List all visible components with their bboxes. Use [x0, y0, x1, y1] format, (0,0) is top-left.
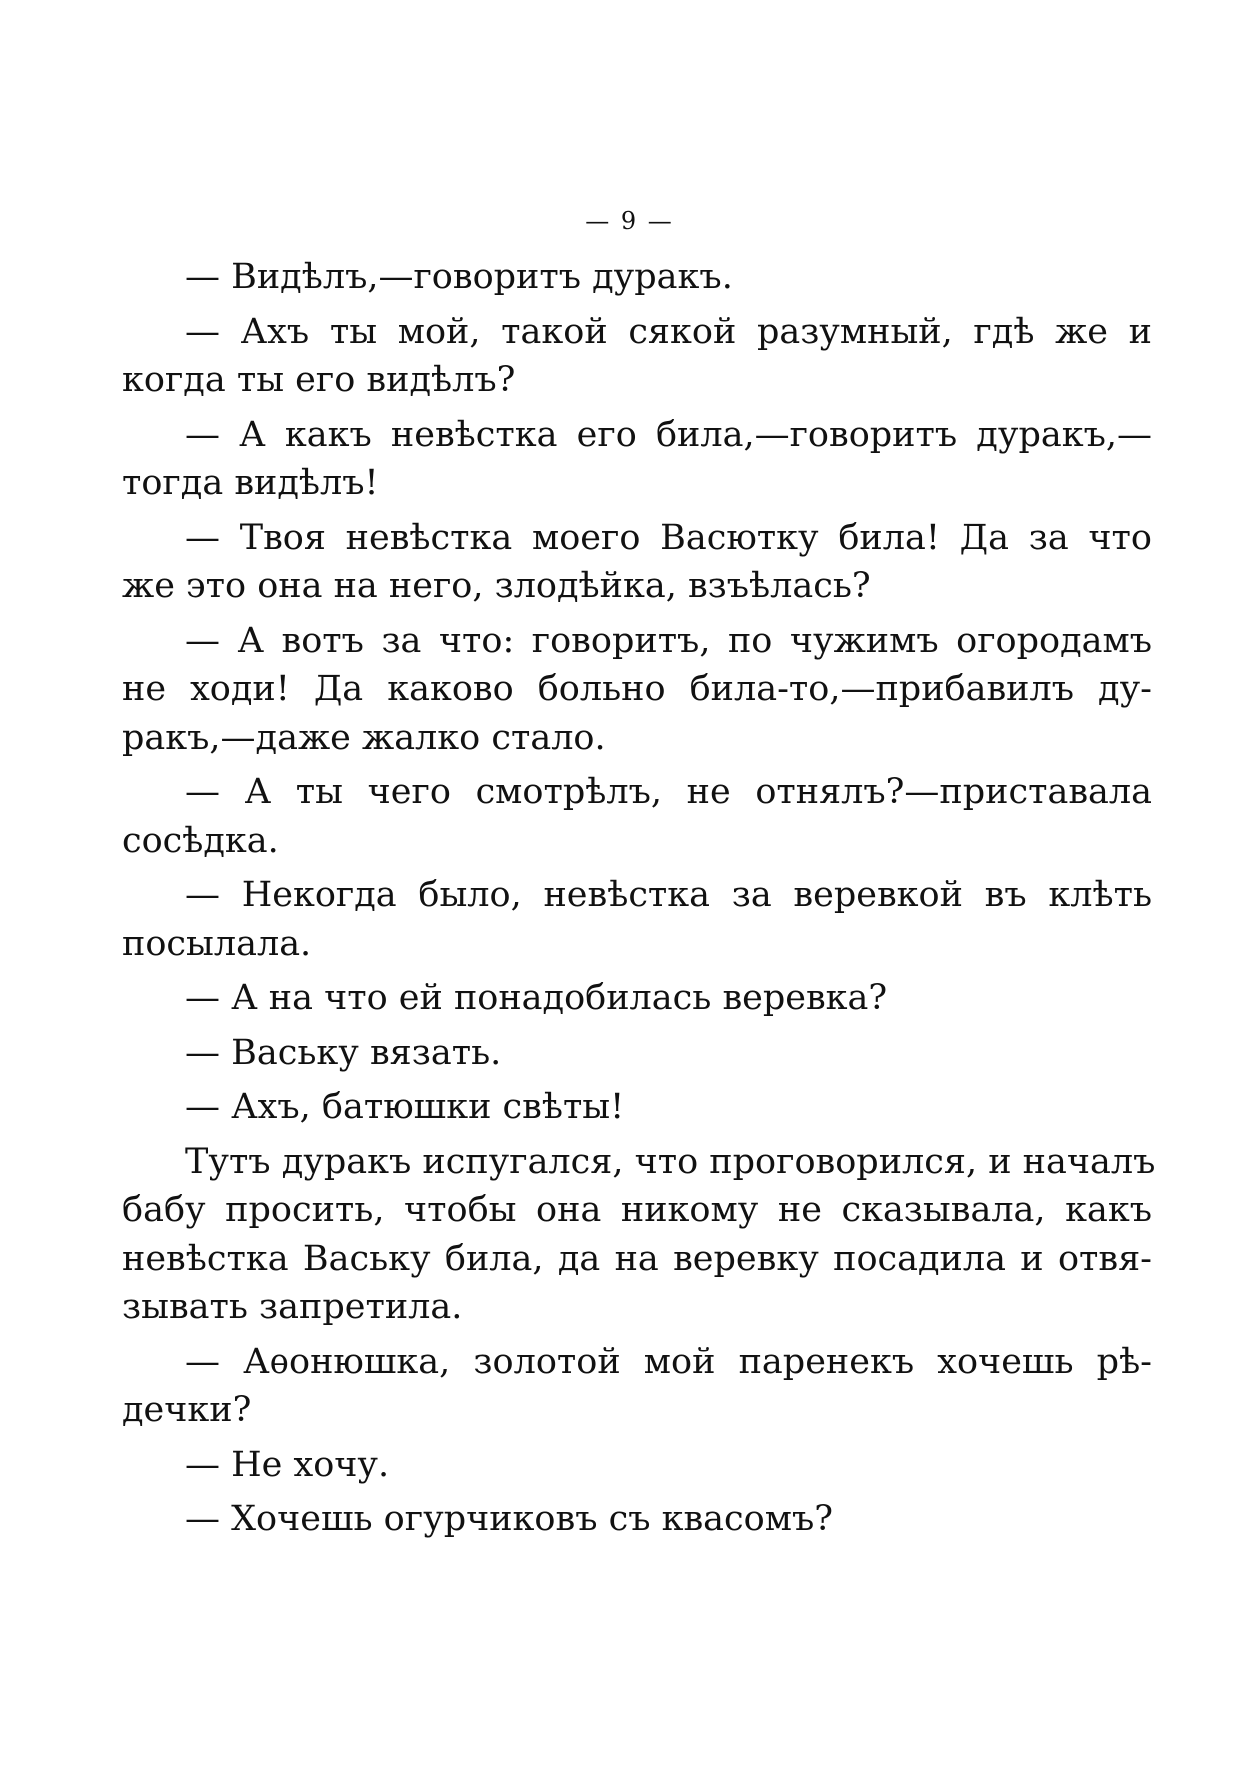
- text-line: — Видѣлъ,—говоритъ дуракъ.: [185, 257, 733, 297]
- body-text: [122, 253, 1156, 1544]
- paragraph: [122, 1029, 1152, 1078]
- text-line: невѣстка Ваську била, да на веревку посадила и отвя-: [122, 1238, 1152, 1279]
- text-line: — Аѳонюшка, золотой мой паренекъ хочешь рѣ-: [185, 1341, 1152, 1382]
- page-number: — 9 —: [585, 207, 674, 235]
- text-line: сосѣдка.: [122, 820, 279, 861]
- text-line: бабу просить, чтобы она никому не сказывала, какъ: [122, 1190, 1152, 1230]
- paragraph: [122, 1338, 1152, 1435]
- text-line: дечки?: [122, 1390, 252, 1430]
- text-line: посылала.: [122, 923, 312, 964]
- text-line: — А ты чего смотрѣлъ, не отнялъ?—приставала: [185, 772, 1152, 812]
- text-line: — Ахъ, батюшки свѣты!: [185, 1087, 625, 1127]
- text-line: же это она на него, злодѣйка, взъѣлась?: [122, 566, 871, 606]
- text-line: тогда видѣлъ!: [122, 463, 379, 503]
- text-line: — Ахъ ты мой, такой сякой разумный, гдѣ же и: [185, 311, 1152, 352]
- text-line: — Не хочу.: [185, 1444, 390, 1485]
- text-line: Тутъ дуракъ испугался, что проговорился, и началъ: [185, 1141, 1156, 1182]
- paragraph: [122, 308, 1152, 405]
- paragraph: [122, 974, 1152, 1023]
- paragraph: [122, 617, 1152, 763]
- text-line: зывать запретила.: [122, 1287, 463, 1327]
- text-line: — А вотъ за что: говоритъ, по чужимъ огородамъ: [185, 620, 1152, 661]
- paragraph: [122, 1441, 1152, 1490]
- paragraph: [122, 871, 1152, 968]
- text-line: — Хочешь огурчиковъ съ квасомъ?: [185, 1499, 833, 1539]
- paragraph: [122, 411, 1152, 508]
- text-line: когда ты его видѣлъ?: [122, 360, 516, 400]
- paragraph: [122, 1495, 1152, 1544]
- text-line: — Ваську вязать.: [185, 1032, 502, 1073]
- paragraph: [122, 768, 1152, 865]
- paragraph: [122, 253, 1152, 302]
- text-line: — А на что ей понадобилась веревка?: [185, 978, 888, 1018]
- text-line: — Твоя невѣстка моего Васютку била! Да за что: [185, 517, 1152, 558]
- paragraph: [122, 514, 1152, 611]
- text-line: ракъ,—даже жалко стало.: [122, 717, 606, 758]
- paragraph: [122, 1138, 1156, 1332]
- text-line: — Некогда было, невѣстка за веревкой въ клѣть: [185, 875, 1152, 915]
- text-line: не ходи! Да каково больно била-то,—прибавилъ ду-: [122, 669, 1152, 709]
- paragraph: [122, 1083, 1152, 1132]
- text-line: — А какъ невѣстка его била,—говоритъ дуракъ,—: [185, 414, 1152, 455]
